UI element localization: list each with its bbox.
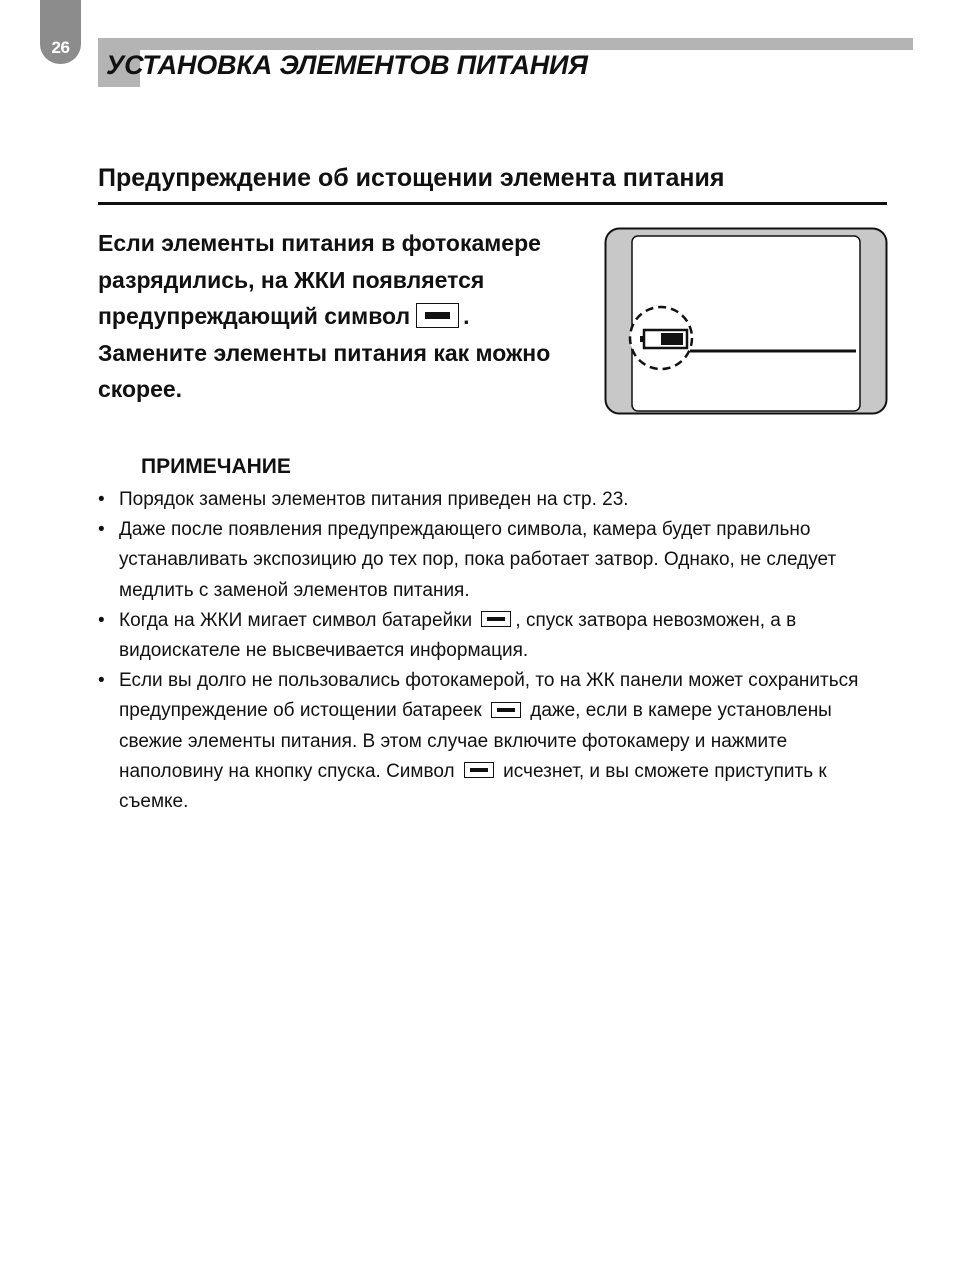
lcd-illustration: [604, 227, 888, 415]
lead-paragraph: [98, 225, 568, 408]
note-item: • Когда на ЖКИ мигает символ батарейки , спуск затвора невозможен, а в видоискателе не высвечивается информация.: [98, 606, 888, 666]
lcd-battery-low-icon: [640, 330, 687, 348]
page-number: 26: [51, 38, 70, 57]
header-bar: [98, 38, 913, 50]
battery-low-icon: [481, 611, 511, 627]
note-heading: ПРИМЕЧАНИЕ: [141, 455, 291, 478]
page-title: УСТАНОВКА ЭЛЕМЕНТОВ ПИТАНИЯ: [106, 50, 588, 80]
page-number-tab: [40, 0, 81, 64]
lead-text-part-2: . Замените элементы питания как можно скорее.: [98, 303, 551, 402]
note-list: [98, 485, 888, 817]
battery-low-icon: [491, 702, 521, 718]
battery-low-icon: [416, 303, 459, 328]
section-title: Предупреждение об истощении элемента питания: [98, 164, 725, 192]
note-item: • Порядок замены элементов питания приведен на стр. 23.: [98, 485, 888, 515]
lead-text-part-1: Если элементы питания в фотокамере разрядились, на ЖКИ появляется предупреждающий символ: [98, 230, 541, 329]
note-item: • Даже после появления предупреждающего символа, камера будет правильно устанавливать экспозицию до тех пор, пока работает затвор. Однако, не следует медлить с заменой элементов питания.: [98, 515, 888, 606]
note-item: • Если вы долго не пользовались фотокамерой, то на ЖК панели может сохраниться предупреждение об истощении батареек даже, если в камере установлены свежие элементы питания. В этом случае включите фотокамеру и нажмите наполовину на кнопку спуска. Символ исчезнет, и вы сможете приступить к съемке.: [98, 666, 888, 817]
battery-low-icon: [464, 762, 494, 778]
section-divider: [98, 202, 887, 205]
